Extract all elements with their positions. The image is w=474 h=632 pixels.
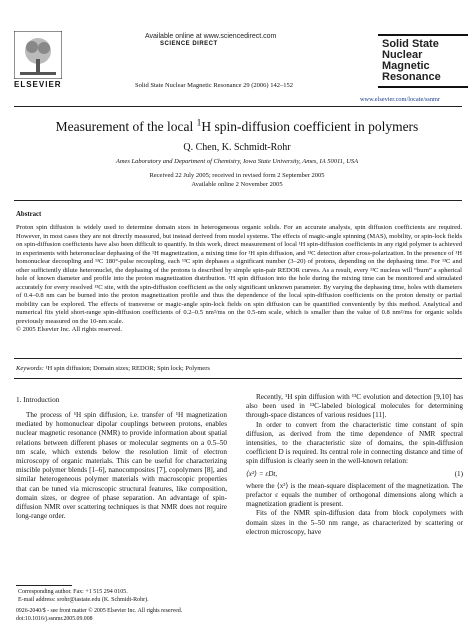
section-heading: 1. Introduction bbox=[16, 395, 60, 404]
elsevier-tree-logo bbox=[14, 31, 62, 79]
author-email: E-mail address: srohr@iastate.edu (K. Schmidt-Rohr). bbox=[18, 597, 149, 603]
publisher-name: ELSEVIER bbox=[14, 80, 62, 89]
footnote-rule bbox=[16, 585, 72, 586]
journal-logo-line: Solid State bbox=[382, 38, 439, 50]
affiliation: Ames Laboratory and Department of Chemistry, Iowa State University, Ames, IA 50011, USA bbox=[115, 158, 359, 165]
header-rule bbox=[14, 106, 462, 107]
online-date: Available online 2 November 2005 bbox=[191, 181, 283, 188]
title-post: H spin-diffusion coefficient in polymers bbox=[201, 119, 419, 134]
abstract-heading: Abstract bbox=[16, 211, 42, 218]
right-column bbox=[246, 393, 463, 537]
keywords-text: ¹H spin diffusion; Domain sizes; REDOR; Spin lock; Polymers bbox=[45, 365, 210, 372]
paragraph: where the ⟨x²⟩ is the mean-square displacement of the magnetization. The prefactor ε equals the number of orthogonal dimensions along which a magnetization gradient is present. bbox=[246, 481, 463, 509]
journal-logo-line: Magnetic bbox=[382, 60, 430, 72]
sciencedirect-logo-text: SCIENCE DIRECT bbox=[160, 41, 218, 47]
available-online: Available online at www.sciencedirect.com bbox=[145, 33, 277, 40]
sciencedirect-logo bbox=[160, 41, 218, 47]
keywords-label: Keywords: bbox=[16, 365, 44, 372]
abstract-copyright: © 2005 Elsevier Inc. All rights reserved. bbox=[16, 326, 123, 333]
keywords-bottom-rule bbox=[14, 378, 462, 379]
left-column bbox=[16, 411, 227, 521]
equation-number: (1) bbox=[454, 469, 463, 478]
paragraph: Fits of the NMR spin-diffusion data from block copolymers with domain sizes in the 5–50 nm range, as characterized by scattering or electron microscopy, have bbox=[246, 509, 463, 536]
doi-line: doi:10.1016/j.ssnmr.2005.09.008 bbox=[16, 616, 93, 622]
abstract-body: Proton spin diffusion is widely used to determine domain sizes in heterogeneous organic solids. For an accurate analysis, spin diffusion coefficients are required. However, in most cases they are not directly measured, but instead derived from model systems. The effects of magic-angle spinning (MAS), mobility, or spin-lock fields on spin-diffusion coefficients have also been difficult to quantify. In this work, direct measurement of local ¹H spin-diffusion coefficients in any rigid polymer is achieved in experiments with heteronuclear dephasing of the ¹H magnetization, a mixing time for ¹H spin diffusion, and ¹³C detection after cross-polarization. In the presence of ¹H homonuclear decoupling and ¹³C 180°-pulse recoupling, each ¹³C spin dephases a significant number (3–20) of protons, depending on the dephasing time. For ¹³C and other sufficiently dilute heteronuclei, the dephasing of the protons is described by simple spin-pair REDOR curves. As a result, every ¹³C nucleus will “burn” a spherical hole of known diameter and profile into the proton magnetization distribution. ¹H spin diffusion into the hole during the mixing time can be monitored and simulated accurately for every resolved ¹³C site, with the spin-diffusion coefficient as the only significant unknown parameter. By varying the dephasing time, holes with diameters of 0.4–0.8 nm can be burned into the proton magnetization profile and thus the dependence of the local spin-diffusion coefficients on the proton density or partial mobility can be explored. The effects of transverse or magic-angle spin-lock fields on spin diffusion can be quantified conveniently by this method. Analytical and numerical fits yield short-range spin-diffusion coefficients of 0.2–0.5 nm²/ms on the 0.5-nm scale, which is smaller than the value of 0.8 nm²/ms for organic solids previously measured on the 10-nm scale. bbox=[16, 224, 462, 325]
journal-citation: Solid State Nuclear Magnetic Resonance 29 (2006) 142–152 bbox=[135, 82, 293, 89]
journal-logo bbox=[378, 34, 468, 88]
paragraph: Recently, ¹H spin diffusion with ¹³C evolution and detection [9,10] has also been used in ¹³C-labeled biological molecules for determining through-space distances of various residues [11]. bbox=[246, 393, 463, 420]
paragraph: The process of ¹H spin diffusion, i.e. transfer of ¹H magnetization mediated by homonuclear dipolar couplings between protons, enables nuclear magnetic resonance (NMR) to provide information about spatial relations between different phases or molecular segments on a 0.5–50 nm scale, which extends below the resolution limit of electron microscopy of organic materials. This can be useful for characterizing miscible polymer blends [1–6], nanocomposites [7], copolymers [8], and similar heterogeneous polymer materials with macroscopic properties that can be tuned via microscopic structural features, like composition, domain sizes, or degree of phase separation. An advantage of spin-diffusion NMR over scattering techniques is that NMR does not require long-range order. bbox=[16, 411, 227, 521]
journal-logo-line: Resonance bbox=[382, 71, 441, 83]
keywords-top-rule bbox=[14, 358, 462, 359]
authors: Q. Chen, K. Schmidt-Rohr bbox=[183, 142, 291, 153]
equation: ⟨x²⟩ = εDt, bbox=[246, 469, 278, 478]
abstract-top-rule bbox=[14, 200, 462, 201]
issn-line: 0926-2040/$ - see front matter © 2005 Elsevier Inc. All rights reserved. bbox=[16, 608, 183, 614]
abstract-text bbox=[16, 224, 462, 335]
journal-logo-line: Nuclear bbox=[382, 49, 423, 61]
title-pre: Measurement of the local bbox=[55, 119, 197, 134]
corresponding-author-note: Corresponding author. Fax: +1 515 294 0105. bbox=[18, 589, 128, 595]
paragraph: In order to convert from the characteristic time constant of spin diffusion, as derived from the time dependence of NMR spectral intensities, to the characteristic size of domains, the spin-diffusion coefficient D is required. Its central role in connecting distance and time of spin diffusion is clearly seen in the well-known relation: bbox=[246, 420, 463, 466]
journal-url-link[interactable]: www.elsevier.com/locate/ssnmr bbox=[360, 96, 441, 103]
article-title bbox=[0, 119, 474, 135]
received-dates: Received 22 July 2005; received in revised form 2 September 2005 bbox=[149, 172, 325, 179]
equation-1 bbox=[246, 470, 463, 479]
keywords bbox=[16, 365, 210, 372]
title-superscript: 1 bbox=[196, 118, 202, 129]
